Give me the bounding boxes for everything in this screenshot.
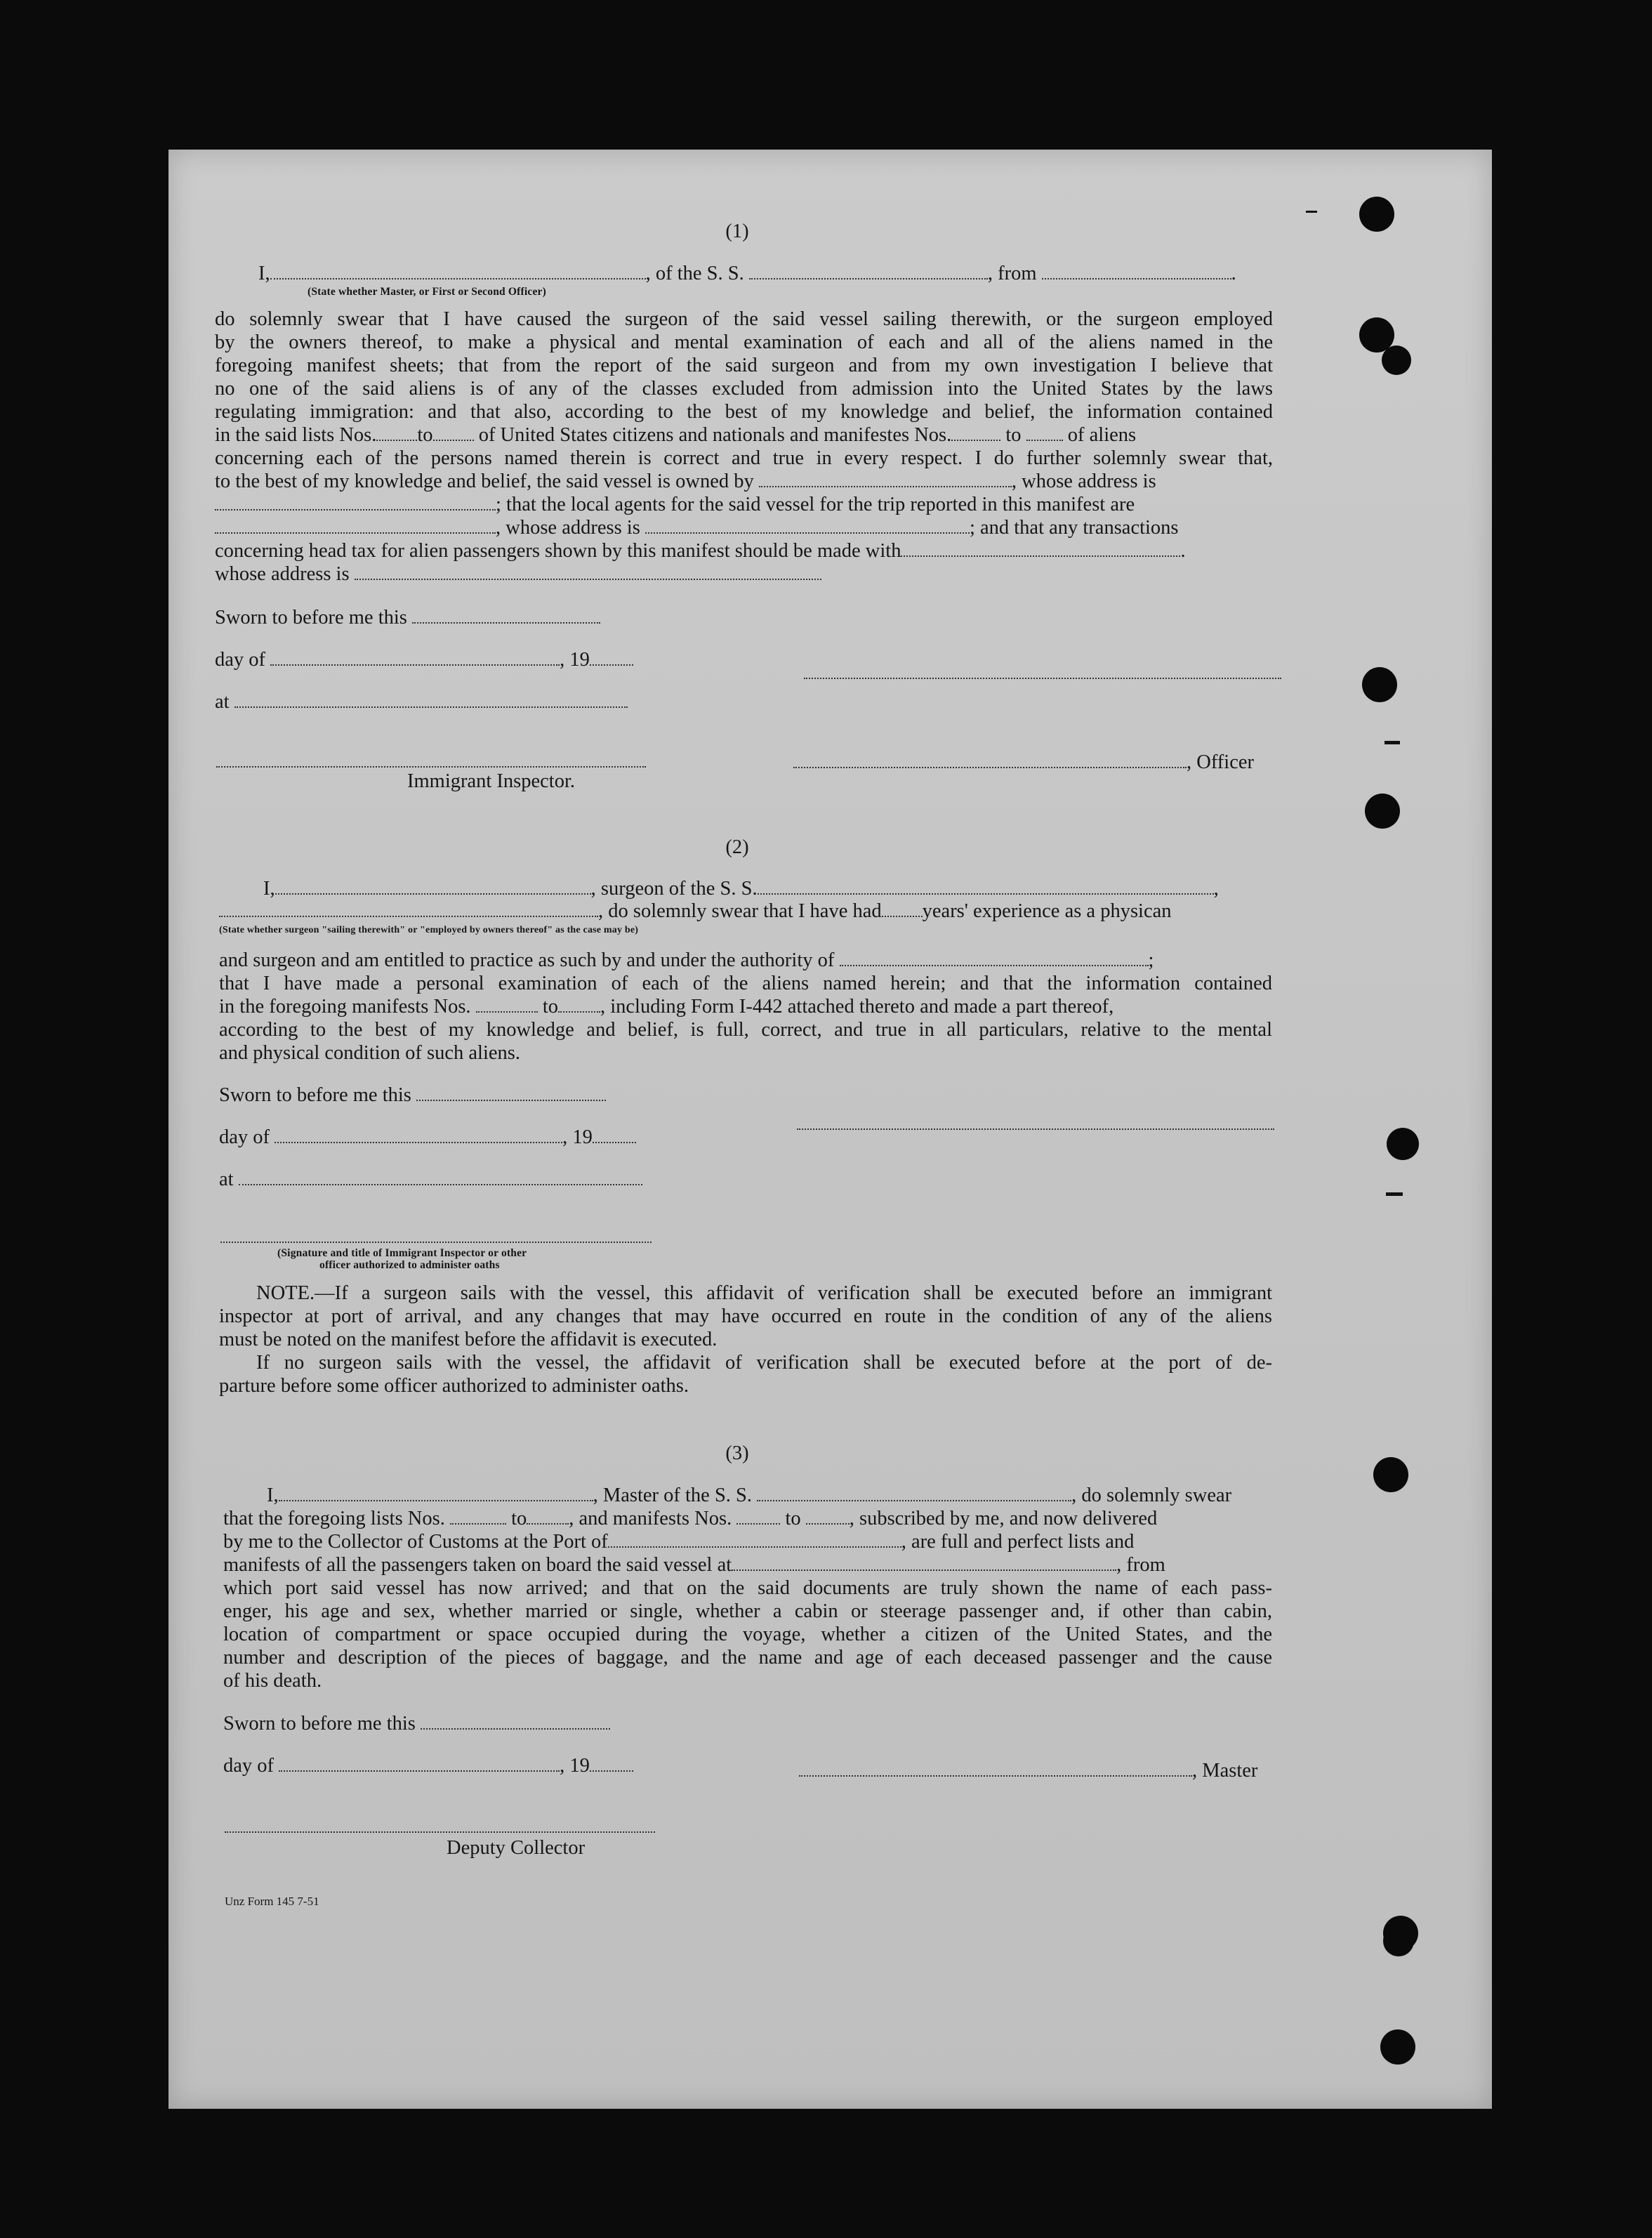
s2-line1	[263, 877, 1219, 900]
s3-sworn-field[interactable]	[421, 1713, 610, 1730]
s1-at-field[interactable]	[234, 691, 628, 708]
s1-headtax-field[interactable]	[901, 540, 1180, 557]
s1-owned-by-label: to the best of my knowledge and belief, the said vessel is owned by	[215, 470, 754, 492]
s1-sworn-label: Sworn to before me this	[215, 607, 407, 628]
s2-year-label: , 19	[562, 1126, 593, 1148]
section-1-heading: (1)	[725, 220, 749, 242]
binder-hole	[1380, 2029, 1415, 2065]
s2-day-label: day of	[219, 1126, 270, 1148]
s3-day-label: day of	[223, 1755, 275, 1777]
s2-comma: ,	[1213, 878, 1219, 900]
s2-at-line	[219, 1168, 642, 1191]
s1-para-line: no one of the said aliens is of any of the classes excluded from admission into the United States by the laws	[215, 378, 1273, 400]
s1-owner-address-field[interactable]	[215, 494, 496, 511]
s1-para-line: concerning each of the persons named therein is correct and true in every respect. I do further solemnly swear that,	[215, 447, 1273, 469]
binder-hole	[1387, 1128, 1419, 1160]
s2-surgeon-name-field[interactable]	[275, 878, 591, 895]
s2-inspector-signature-line[interactable]	[220, 1242, 652, 1243]
s2-line2	[219, 900, 1172, 923]
s2-sworn-label: Sworn to before me this	[219, 1084, 411, 1106]
section-3-heading: (3)	[725, 1442, 749, 1464]
s2-authority-line	[219, 949, 1154, 972]
s2-para-line: according to the best of my knowledge and belief, is full, correct, and true in all particulars, relative to the mental	[219, 1019, 1272, 1041]
s2-authority-label: and surgeon and am entitled to practice as such by and under the authority of	[219, 949, 835, 971]
s2-manifests-from-field[interactable]	[476, 996, 538, 1013]
s3-sworn-line	[223, 1712, 610, 1735]
s1-headtax-address-field[interactable]	[355, 563, 821, 580]
binder-hole	[1373, 1457, 1408, 1492]
s1-para-line: by the owners thereof, to make a physical and mental examination of each and all of the aliens named in the	[215, 331, 1273, 353]
binder-hole	[1359, 197, 1394, 232]
s2-years-field[interactable]	[882, 900, 923, 917]
s1-year-field[interactable]	[590, 649, 633, 666]
binder-hole	[1362, 667, 1397, 702]
s3-line4	[223, 1553, 1165, 1577]
s1-para-line: do solemnly swear that I have caused the surgeon of the said vessel sailing therewith, or the surgeon employed	[215, 308, 1273, 330]
s1-year-label: , 19	[560, 649, 590, 671]
s1-period-2: .	[1180, 540, 1186, 562]
s1-para-line: regulating immigration: and that also, according to the best of my knowledge and belief, the information contained	[215, 401, 1273, 423]
s1-lists-from-field[interactable]	[376, 424, 417, 441]
edge-mark	[1306, 211, 1317, 213]
s1-lists-label: in the said lists Nos.	[215, 424, 377, 446]
s2-vessel-field[interactable]	[758, 878, 1214, 895]
binder-hole	[1382, 345, 1411, 375]
s1-owner-field[interactable]	[759, 470, 1012, 487]
s2-year-field[interactable]	[593, 1126, 636, 1143]
s1-lists-line	[215, 423, 1136, 447]
s3-swear-label: , do solemnly swear	[1071, 1485, 1232, 1506]
s1-vessel-field[interactable]	[749, 263, 988, 279]
s1-headtax-line	[215, 539, 1186, 562]
s2-semicolon: ;	[1148, 949, 1154, 971]
s1-manifests-to-field[interactable]	[1026, 424, 1063, 441]
s3-embark-port-field[interactable]	[732, 1554, 1116, 1571]
s1-officer-name-field[interactable]	[270, 263, 646, 279]
s2-at-field[interactable]	[239, 1169, 642, 1185]
binder-hole	[1365, 794, 1400, 829]
s2-manifests-line	[219, 995, 1114, 1018]
s1-at-line	[215, 690, 628, 713]
s3-line3	[223, 1530, 1134, 1553]
s1-to-label: to	[417, 424, 433, 446]
s1-period: .	[1231, 263, 1236, 284]
s3-para-line: enger, his age and sex, whether married or single, whether a cabin or steerage passenger and, if other than cabin,	[223, 1600, 1272, 1622]
s1-at-label: at	[215, 691, 230, 713]
s1-headtax-label: concerning head tax for alien passengers shown by this manifest should be made with	[215, 540, 901, 562]
s2-swear-label: , do solemnly swear that I have had	[598, 900, 882, 922]
edge-mark	[1386, 1192, 1403, 1196]
s3-master-name-field[interactable]	[279, 1485, 593, 1501]
s2-manifests-label: in the foregoing manifests Nos.	[219, 996, 471, 1018]
s3-manifests-from-field[interactable]	[736, 1508, 780, 1525]
s2-form-i442-label: , including Form I-442 attached thereto and made a part thereof,	[600, 996, 1114, 1018]
s1-agent-address-line	[215, 516, 1179, 539]
note-line: inspector at port of arrival, and any changes that may have occurred en route in the condition of any of the aliens	[219, 1305, 1272, 1327]
s3-deputy-signature-line[interactable]	[225, 1831, 655, 1833]
s1-agents-field[interactable]	[215, 517, 496, 534]
s3-to-label-2: to	[785, 1508, 801, 1529]
s2-sworn-field[interactable]	[416, 1084, 606, 1101]
s2-surgeon-of-ss-label: , surgeon of the S. S.	[590, 878, 758, 900]
s3-master-line	[799, 1759, 1257, 1782]
s2-day-field[interactable]	[275, 1126, 562, 1143]
s1-signature-line-upper[interactable]	[804, 678, 1281, 679]
s2-day-line	[219, 1126, 636, 1149]
note-line: If no surgeon sails with the vessel, the affidavit of verification shall be executed before at the port of de-	[256, 1352, 1272, 1374]
s3-port-field[interactable]	[608, 1531, 901, 1548]
s3-lists-to-field[interactable]	[527, 1508, 569, 1525]
s3-from-label: , from	[1116, 1554, 1165, 1576]
binder-hole	[1383, 1926, 1414, 1956]
s3-master-label: , Master	[1192, 1760, 1258, 1782]
s1-officer-label: , Officer	[1187, 751, 1255, 773]
s3-manifests-label: , and manifests Nos.	[569, 1508, 732, 1529]
s3-deputy-label: Deputy Collector	[447, 1837, 586, 1859]
s1-day-field[interactable]	[270, 649, 560, 666]
s2-signature-note-2: officer authorized to administer oaths	[319, 1259, 500, 1271]
s3-master-signature-field[interactable]	[799, 1760, 1192, 1777]
s3-delivered-label: , subscribed by me, and now delivered	[849, 1508, 1158, 1529]
s2-status-note: (State whether surgeon "sailing therewith" or "employed by owners thereof" as the case may be)	[219, 925, 639, 935]
s3-sworn-label: Sworn to before me this	[223, 1713, 416, 1735]
s1-sworn-line	[215, 606, 600, 629]
s1-lists-to-field[interactable]	[433, 424, 474, 441]
s1-of-ss-label: , of the S. S.	[645, 263, 744, 284]
s3-taken-on-board-label: manifests of all the passengers taken on board the said vessel at	[223, 1554, 732, 1576]
s1-sworn-field[interactable]	[412, 607, 600, 624]
s2-at-label: at	[219, 1169, 234, 1190]
s1-citizens-label: of United States citizens and nationals and manifestes Nos.	[478, 424, 952, 446]
s1-day-label: day of	[215, 649, 266, 671]
s1-i-label: I,	[258, 263, 270, 284]
s3-vessel-field[interactable]	[757, 1485, 1071, 1501]
s2-i-label: I,	[263, 878, 275, 900]
s3-master-of-ss-label: , Master of the S. S.	[593, 1485, 753, 1506]
s2-surgeon-signature-line[interactable]	[797, 1128, 1274, 1130]
s3-para-line: number and description of the pieces of baggage, and the name and age of each deceased passenger and the cause	[223, 1647, 1272, 1668]
s3-year-field[interactable]	[590, 1755, 633, 1772]
section-2-heading: (2)	[725, 836, 749, 858]
note-line: NOTE.—If a surgeon sails with the vessel, this affidavit of verification shall be executed before an immigrant	[256, 1282, 1272, 1304]
s1-manifests-from-field[interactable]	[951, 424, 1000, 441]
s2-manifests-to-field[interactable]	[558, 996, 600, 1013]
note-line: must be noted on the manifest before the affidavit is executed.	[219, 1329, 718, 1350]
s3-para-line: location of compartment or space occupied during the voyage, whether a citizen of the United States, and the	[223, 1624, 1272, 1645]
s1-officer-signature-field[interactable]	[793, 751, 1187, 768]
s1-officer-note: (State whether Master, or First or Second Officer)	[308, 286, 547, 298]
s1-para-line: foregoing manifest sheets; that from the report of the said surgeon and from my own investigation I believe that	[215, 355, 1273, 376]
s1-agents-label: ; that the local agents for the said vessel for the trip reported in this manifest are	[496, 494, 1135, 515]
s3-day-field[interactable]	[279, 1755, 560, 1772]
s3-lists-from-field[interactable]	[450, 1508, 506, 1525]
edge-mark	[1385, 741, 1400, 744]
s3-line1	[267, 1484, 1231, 1507]
s3-i-label: I,	[267, 1485, 279, 1506]
s1-owner-line	[215, 470, 1156, 493]
note-line: parture before some officer authorized to administer oaths.	[219, 1375, 689, 1397]
s2-para-line: and physical condition of such aliens.	[219, 1042, 520, 1064]
s1-owner-address-label: , whose address is	[1011, 470, 1156, 492]
s3-perfect-lists-label: , are full and perfect lists and	[901, 1531, 1135, 1553]
s1-from-label: , from	[987, 263, 1037, 284]
s1-agent-address-field[interactable]	[645, 517, 970, 534]
s3-para-line: which port said vessel has now arrived; and that on the said documents are truly shown the name of each pass-	[223, 1577, 1272, 1599]
s1-inspector-label: Immigrant Inspector.	[407, 770, 576, 792]
manifest-affidavit-sheet	[168, 150, 1492, 2109]
s1-whose-address-label: whose address is	[215, 563, 350, 585]
s3-to-label: to	[511, 1508, 527, 1529]
s1-to-label-2: to	[1005, 424, 1022, 446]
s2-signature-note-1: (Signature and title of Immigrant Inspector or other	[277, 1247, 527, 1259]
s1-from-field[interactable]	[1042, 263, 1231, 279]
s1-whose-address-line	[215, 562, 821, 586]
s2-sworn-line	[219, 1084, 606, 1107]
s3-year-label: , 19	[560, 1755, 590, 1777]
s1-day-line	[215, 648, 633, 671]
s1-officer-line	[793, 751, 1254, 774]
s3-manifests-to-field[interactable]	[806, 1508, 850, 1525]
s2-authority-field[interactable]	[840, 949, 1149, 966]
s3-line2	[223, 1507, 1157, 1530]
s3-para-line: of his death.	[223, 1670, 322, 1692]
s2-years-label: years' experience as a physican	[922, 900, 1172, 922]
s2-para-line: that I have made a personal examination of each of the aliens named herein; and that the information contained	[219, 973, 1272, 994]
s3-lists-label: that the foregoing lists Nos.	[223, 1508, 445, 1529]
s1-line1	[258, 262, 1236, 285]
s3-day-line	[223, 1754, 633, 1777]
s1-aliens-label: of aliens	[1067, 424, 1137, 446]
s1-agent-address-label: , whose address is	[496, 517, 640, 539]
s3-collector-label: by me to the Collector of Customs at the Port of	[223, 1531, 608, 1553]
s1-agents-line	[215, 493, 1135, 516]
s1-transactions-label: ; and that any transactions	[969, 517, 1179, 539]
s2-to-label: to	[542, 996, 558, 1018]
s2-status-field[interactable]	[219, 900, 598, 917]
form-number: Unz Form 145 7-51	[225, 1895, 319, 1908]
s1-inspector-signature-line[interactable]	[216, 766, 646, 768]
